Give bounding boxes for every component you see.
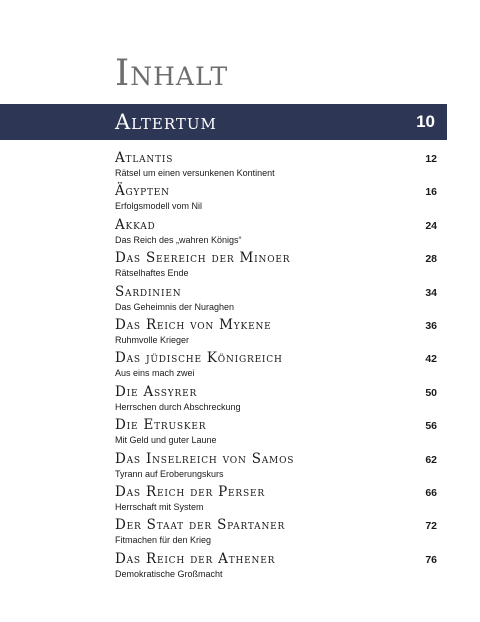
toc-entry-title: Die Etrusker <box>115 417 207 434</box>
toc-entry-subtitle: Tyrann auf Eroberungskurs <box>115 468 224 479</box>
toc-entry[interactable] <box>115 317 437 350</box>
toc-entry-page: 16 <box>425 186 437 199</box>
toc-entry-subtitle: Rätselhaftes Ende <box>115 268 189 279</box>
section-header-bar <box>0 104 447 140</box>
toc-entry-page: 34 <box>425 286 437 299</box>
toc-entry-subtitle: Aus eins mach zwei <box>115 368 195 379</box>
toc-entry[interactable] <box>115 384 437 417</box>
toc-entry-subtitle: Herrschaft mit System <box>115 501 204 512</box>
toc-entry-title: Der Staat der Spartaner <box>115 517 286 534</box>
toc-entry-title: Das Reich von Mykene <box>115 316 272 333</box>
toc-entry-subtitle: Ruhmvolle Krieger <box>115 334 190 345</box>
toc-entry-page: 56 <box>425 420 437 433</box>
toc-entry-subtitle: Rätsel um einen versunkenen Kontinent <box>115 168 275 178</box>
toc-entry-page: 76 <box>425 553 437 566</box>
toc-entry-title: Das Seereich der Minoer <box>115 250 291 267</box>
toc-entry-title: Ägypten <box>115 183 170 200</box>
toc-entry[interactable] <box>115 183 437 216</box>
section-title: Altertum <box>115 110 217 134</box>
toc-entry[interactable] <box>115 350 437 383</box>
toc-entry-title: Das Reich der Athener <box>115 550 276 567</box>
toc-entry[interactable] <box>115 551 437 584</box>
toc-entry-subtitle: Fitmachen für den Krieg <box>115 535 212 546</box>
toc-entry-subtitle: Das Reich des „wahren Königs“ <box>115 234 242 245</box>
toc-entry-page: 66 <box>425 486 437 499</box>
toc-entry-page: 62 <box>425 453 437 466</box>
toc-entry-page: 24 <box>425 219 437 232</box>
toc-entry-title: Das Reich der Perser <box>115 483 265 500</box>
toc-entry[interactable] <box>115 150 437 183</box>
toc-entry-title: Das jüdische Königreich <box>115 350 283 367</box>
toc-entry-subtitle: Mit Geld und guter Laune <box>115 435 217 446</box>
toc-entry-page: 50 <box>425 386 437 399</box>
toc-entry-title: Sardinien <box>115 283 182 300</box>
toc-entry-title: Akkad <box>115 216 156 233</box>
toc-entry-subtitle: Das Geheimnis der Nuraghen <box>115 301 235 312</box>
toc-entry[interactable] <box>115 217 437 250</box>
toc-entry-page: 28 <box>425 253 437 266</box>
toc-entry-title: Atlantis <box>115 150 174 166</box>
toc-entry-subtitle: Erfolgsmodell vom Nil <box>115 201 203 212</box>
toc-entry-title: Das Inselreich von Samos <box>115 450 295 467</box>
toc-entry[interactable] <box>115 484 437 517</box>
toc-entry[interactable] <box>115 517 437 550</box>
toc-entry-page: 36 <box>425 319 437 332</box>
page-title: Inhalt <box>115 53 229 94</box>
toc-entry-title: Die Assyrer <box>115 383 198 400</box>
table-of-contents <box>115 150 437 584</box>
section-page-number: 10 <box>416 112 435 131</box>
toc-entry-subtitle: Herrschen durch Abschreckung <box>115 401 241 412</box>
toc-entry-page: 12 <box>425 153 437 165</box>
toc-entry-page: 42 <box>425 353 437 366</box>
toc-entry[interactable] <box>115 250 437 283</box>
toc-entry[interactable] <box>115 451 437 484</box>
toc-entry-subtitle: Demokratische Großmacht <box>115 568 223 579</box>
toc-entry-page: 72 <box>425 520 437 533</box>
toc-entry[interactable] <box>115 284 437 317</box>
toc-entry[interactable] <box>115 417 437 450</box>
